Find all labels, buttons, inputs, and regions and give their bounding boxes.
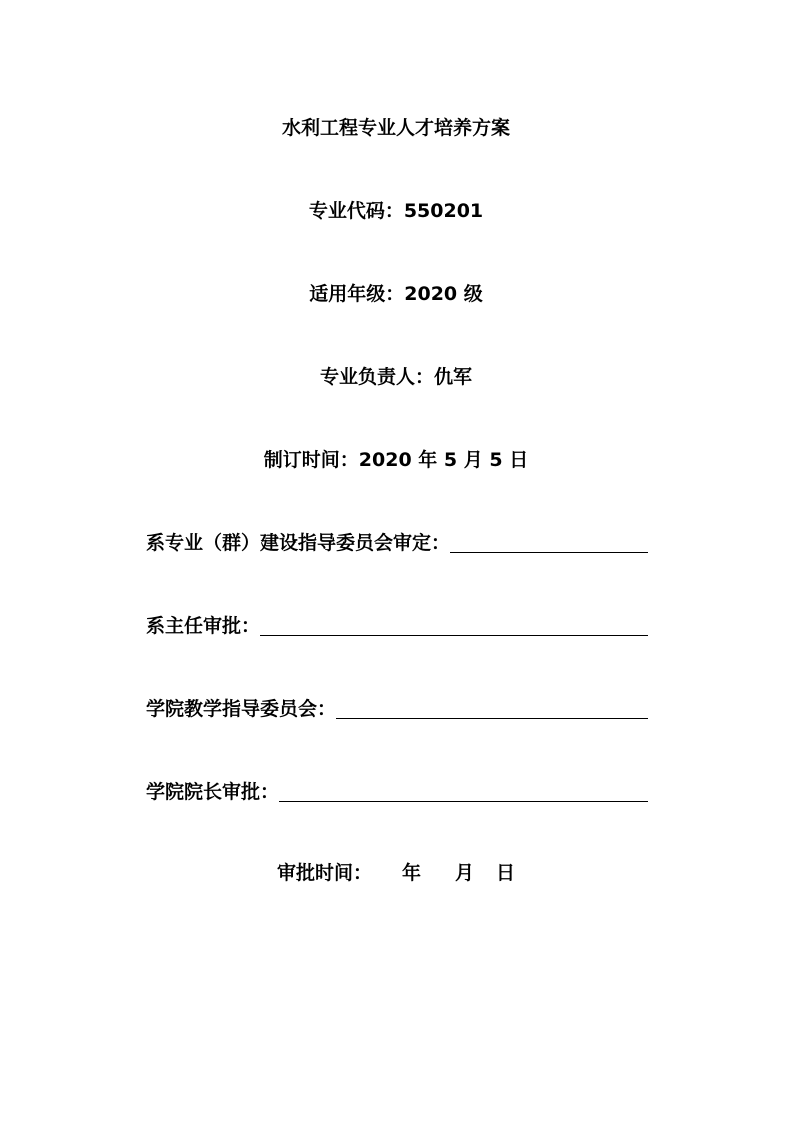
dean-approval-label: 学院院长审批：	[146, 781, 280, 803]
college-committee-label: 学院教学指导委员会：	[146, 698, 337, 720]
dept-head-approval-label: 系主任审批：	[146, 615, 261, 637]
college-committee-signature-line	[336, 698, 648, 719]
dean-signature-line	[279, 781, 648, 802]
major-code: 专业代码：550201	[308, 200, 484, 222]
approval-time-label: 审批时间：	[276, 862, 372, 884]
dean-approval-row	[146, 779, 648, 805]
major-leader: 专业负责人：仇军	[319, 366, 472, 388]
approval-year: 年	[401, 862, 421, 884]
approval-day: 日	[496, 862, 516, 884]
approval-time-row	[0, 860, 792, 886]
document-title: 水利工程专业人才培养方案	[281, 117, 510, 139]
approval-month: 月	[455, 862, 475, 884]
applicable-grade: 适用年级：2020 级	[309, 283, 483, 305]
dept-head-approval-row	[146, 613, 648, 639]
committee-signature-line	[450, 532, 648, 553]
revision-date: 制订时间：2020 年 5 月 5 日	[263, 449, 529, 471]
committee-approval-label: 系专业（群）建设指导委员会审定：	[146, 532, 451, 554]
dept-head-signature-line	[260, 615, 648, 636]
college-committee-row	[146, 696, 648, 722]
committee-approval-row	[146, 530, 648, 556]
